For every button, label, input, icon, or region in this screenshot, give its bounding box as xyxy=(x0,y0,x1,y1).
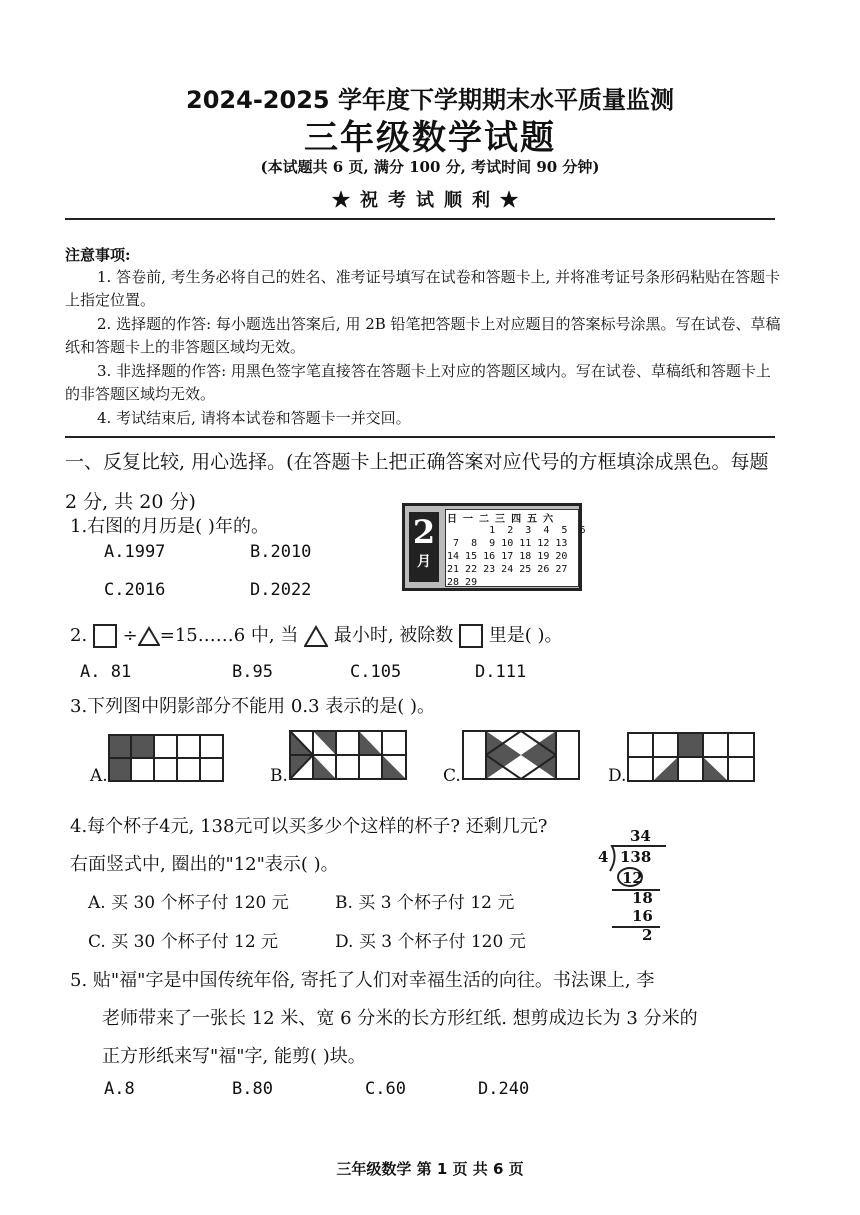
square-box-icon xyxy=(93,624,117,648)
triangle-icon xyxy=(138,626,160,646)
division-step: 16 xyxy=(632,907,653,925)
q4-option-b: B. 买 3 个杯子付 12 元 xyxy=(335,893,515,913)
question-5-line: 老师带来了一张长 12 米、宽 6 分米的长方形红纸. 想剪成边长为 3 分米的 xyxy=(102,1008,698,1029)
calendar-weekdays: 日 一 二 三 四 五 六 xyxy=(447,514,554,525)
q2-option-c: C.105 xyxy=(350,662,402,682)
question-1-stem: 1.右图的月历是( )年的。 xyxy=(70,516,269,537)
q1-option-a: A.1997 xyxy=(104,542,166,562)
question-3-stem: 3.下列图中阴影部分不能用 0.3 表示的是( )。 xyxy=(70,696,436,717)
division-step-circled: 12 xyxy=(622,869,643,887)
q3-label-b: B. xyxy=(270,766,288,786)
q4-option-c: C. 买 30 个杯子付 12 元 xyxy=(88,932,279,952)
notes-title: 注意事项: xyxy=(65,246,131,264)
q3-label-d: D. xyxy=(608,766,627,786)
q1-option-c: C.2016 xyxy=(104,580,166,600)
question-2-stem: 2. ÷ =15……6 中, 当 最小时, 被除数 里是( )。 xyxy=(70,625,563,646)
q5-option-c: C.60 xyxy=(365,1079,406,1099)
blessing-text: ★祝考试顺利★ xyxy=(332,190,528,211)
calendar-image xyxy=(402,503,586,591)
page-footer: 三年级数学 第 1 页 共 6 页 xyxy=(336,1160,524,1178)
bottom-rule xyxy=(65,436,775,438)
triangle-icon xyxy=(304,625,328,647)
square-box-icon xyxy=(459,624,483,648)
division-dividend: 138 xyxy=(620,848,652,866)
note-item: 4. 考试结束后, 请将本试卷和答题卡一并交回。 xyxy=(97,409,411,427)
division-remainder: 2 xyxy=(642,926,653,944)
q4-option-d: D. 买 3 个杯子付 120 元 xyxy=(335,932,526,952)
q5-option-b: B.80 xyxy=(232,1079,273,1099)
division-quotient: 34 xyxy=(630,827,651,845)
calendar-row: 1 2 3 4 5 6 xyxy=(447,525,586,536)
note-item: 3. 非选择题的作答: 用黑色签字笔直接答在答题卡上对应的答题区域内。写在试卷、草稿纸和答题卡上的非答题区域均无效。 xyxy=(65,362,771,403)
calendar-row: 21 22 23 24 25 26 27 xyxy=(447,564,568,575)
q3-label-c: C. xyxy=(443,766,461,786)
question-5-line: 5. 贴"福"字是中国传统年俗, 寄托了人们对幸福生活的向往。书法课上, 李 xyxy=(70,970,655,991)
q3-figure-c xyxy=(462,730,580,780)
note-item: 2. 选择题的作答: 每小题选出答案后, 用 2B 铅笔把答题卡上对应题目的答案标号涂黑。写在试卷、草稿纸和答题卡上的非答题区域均无效。 xyxy=(65,315,781,356)
top-rule xyxy=(65,218,775,220)
division-step: 18 xyxy=(632,889,653,907)
question-5-line: 正方形纸来写"福"字, 能剪( )块。 xyxy=(102,1046,366,1067)
calendar-row: 7 8 9 10 11 12 13 xyxy=(447,538,568,549)
q3-figure-d xyxy=(627,732,755,782)
division-divisor: 4 xyxy=(598,848,609,866)
exam-subtitle: (本试题共 6 页, 满分 100 分, 考试时间 90 分钟) xyxy=(260,158,600,176)
q5-option-d: D.240 xyxy=(478,1079,530,1099)
section-heading: 一、反复比较, 用心选择。(在答题卡上把正确答案对应代号的方框填涂成黑色。每题 2 分, 共 20 分) xyxy=(65,451,769,513)
q3-figure-b xyxy=(289,730,407,780)
q4-option-a: A. 买 30 个杯子付 120 元 xyxy=(88,893,289,913)
q5-option-a: A.8 xyxy=(104,1079,135,1099)
q2-option-a: A. 81 xyxy=(80,662,132,682)
q1-option-b: B.2010 xyxy=(250,542,312,562)
calendar-month: 2 月 xyxy=(409,512,439,582)
q3-label-a: A. xyxy=(90,766,108,786)
q2-option-b: B.95 xyxy=(232,662,273,682)
exam-title: 三年级数学试题 xyxy=(304,118,556,158)
question-4-stem: 4.每个杯子4元, 138元可以买多少个这样的杯子? 还剩几元? xyxy=(70,816,548,837)
question-4-sub: 右面竖式中, 圈出的"12"表示( )。 xyxy=(70,854,339,875)
division-line xyxy=(612,926,660,928)
note-item: 1. 答卷前, 考生务必将自己的姓名、准考证号填写在试卷和答题卡上, 并将准考证号条形码粘贴在答题卡上指定位置。 xyxy=(65,268,781,309)
calendar-row: 14 15 16 17 18 19 20 xyxy=(447,551,568,562)
q2-option-d: D.111 xyxy=(475,662,527,682)
calendar-row: 28 29 xyxy=(447,577,478,588)
exam-title-year: 2024-2025 学年度下学期期末水平质量监测 xyxy=(186,86,674,114)
q1-option-d: D.2022 xyxy=(250,580,312,600)
q3-figure-a xyxy=(108,734,224,782)
